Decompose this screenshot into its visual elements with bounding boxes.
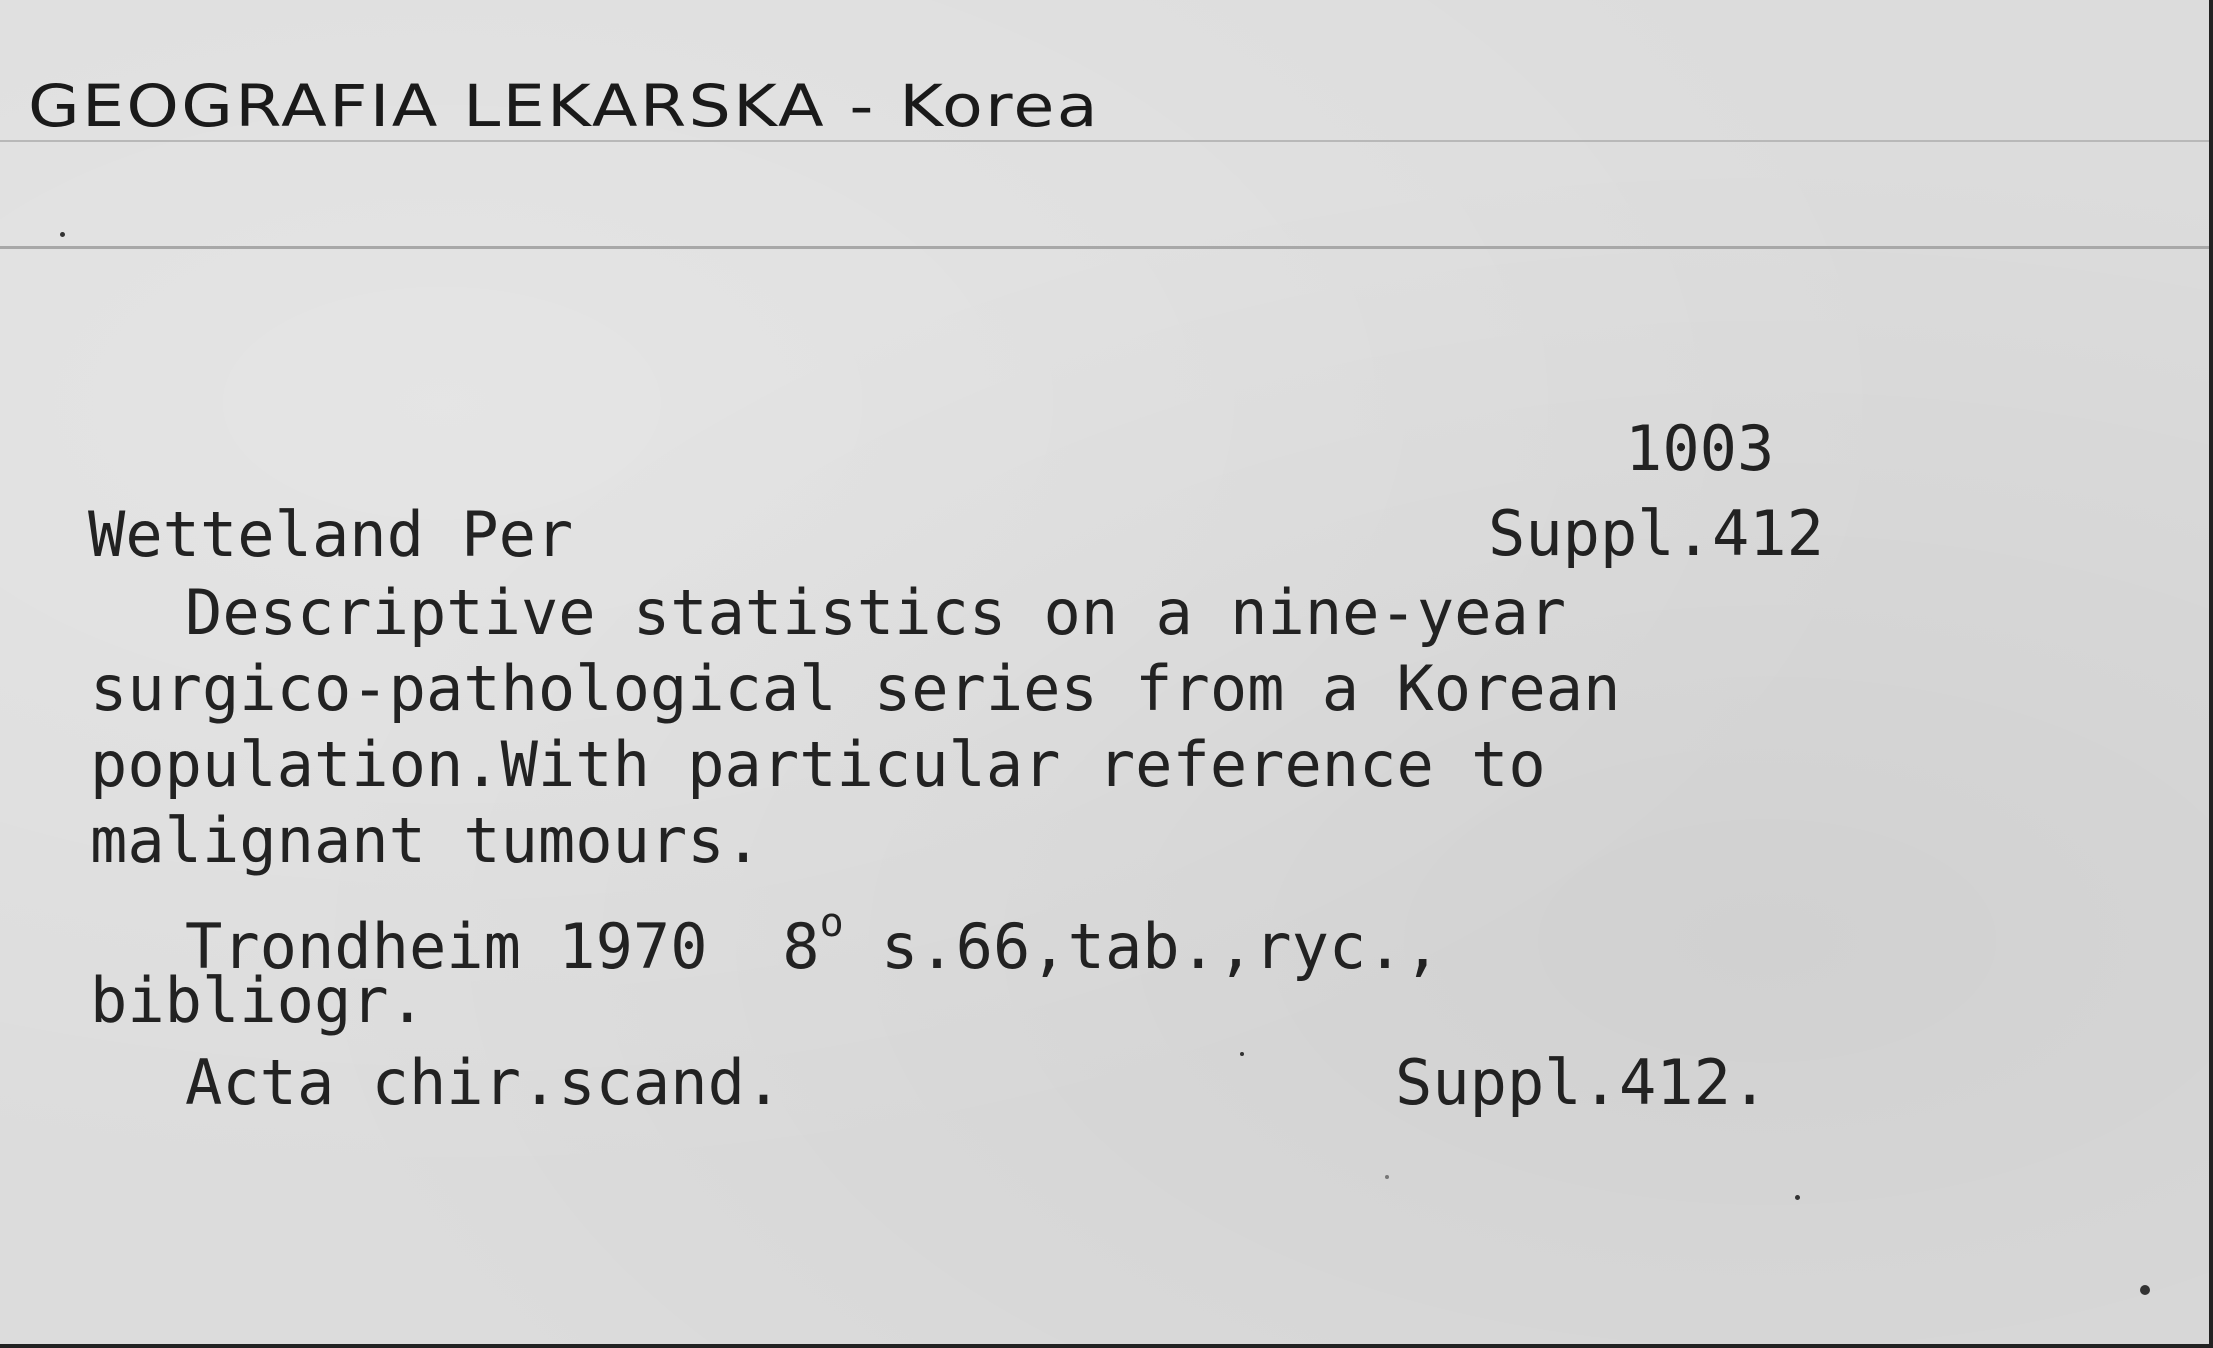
title-line-1: Descriptive statistics on a nine-year bbox=[185, 576, 1567, 649]
ink-speck bbox=[1240, 1052, 1244, 1056]
shelf-mark: Suppl.412 bbox=[1488, 497, 1824, 570]
imprint-line-2: bibliogr. bbox=[90, 964, 426, 1037]
title-line-4: malignant tumours. bbox=[90, 804, 762, 877]
call-number: 1003 bbox=[1625, 412, 1775, 485]
title-line-2: surgico-pathological series from a Korean bbox=[90, 652, 1621, 725]
card-rule bbox=[0, 246, 2209, 249]
subject-heading: GEOGRAFIA LEKARSKA - Korea bbox=[28, 72, 1100, 140]
ink-speck bbox=[1795, 1195, 1800, 1200]
imprint-place-year: Trondheim 1970 bbox=[185, 910, 708, 983]
series-title: Acta chir.scand. bbox=[185, 1046, 783, 1119]
format-number: 8 bbox=[782, 910, 820, 983]
series-number: Suppl.412. bbox=[1395, 1046, 1769, 1119]
ink-speck bbox=[1385, 1175, 1389, 1179]
heading-underline bbox=[0, 140, 2209, 142]
title-line-3: population.With particular reference to bbox=[90, 728, 1546, 801]
ink-speck bbox=[60, 232, 65, 237]
pagination: s.66,tab.,ryc., bbox=[881, 910, 1441, 983]
format-degree: o bbox=[819, 900, 844, 946]
author: Wetteland Per bbox=[88, 498, 574, 571]
ink-speck bbox=[2140, 1285, 2150, 1295]
